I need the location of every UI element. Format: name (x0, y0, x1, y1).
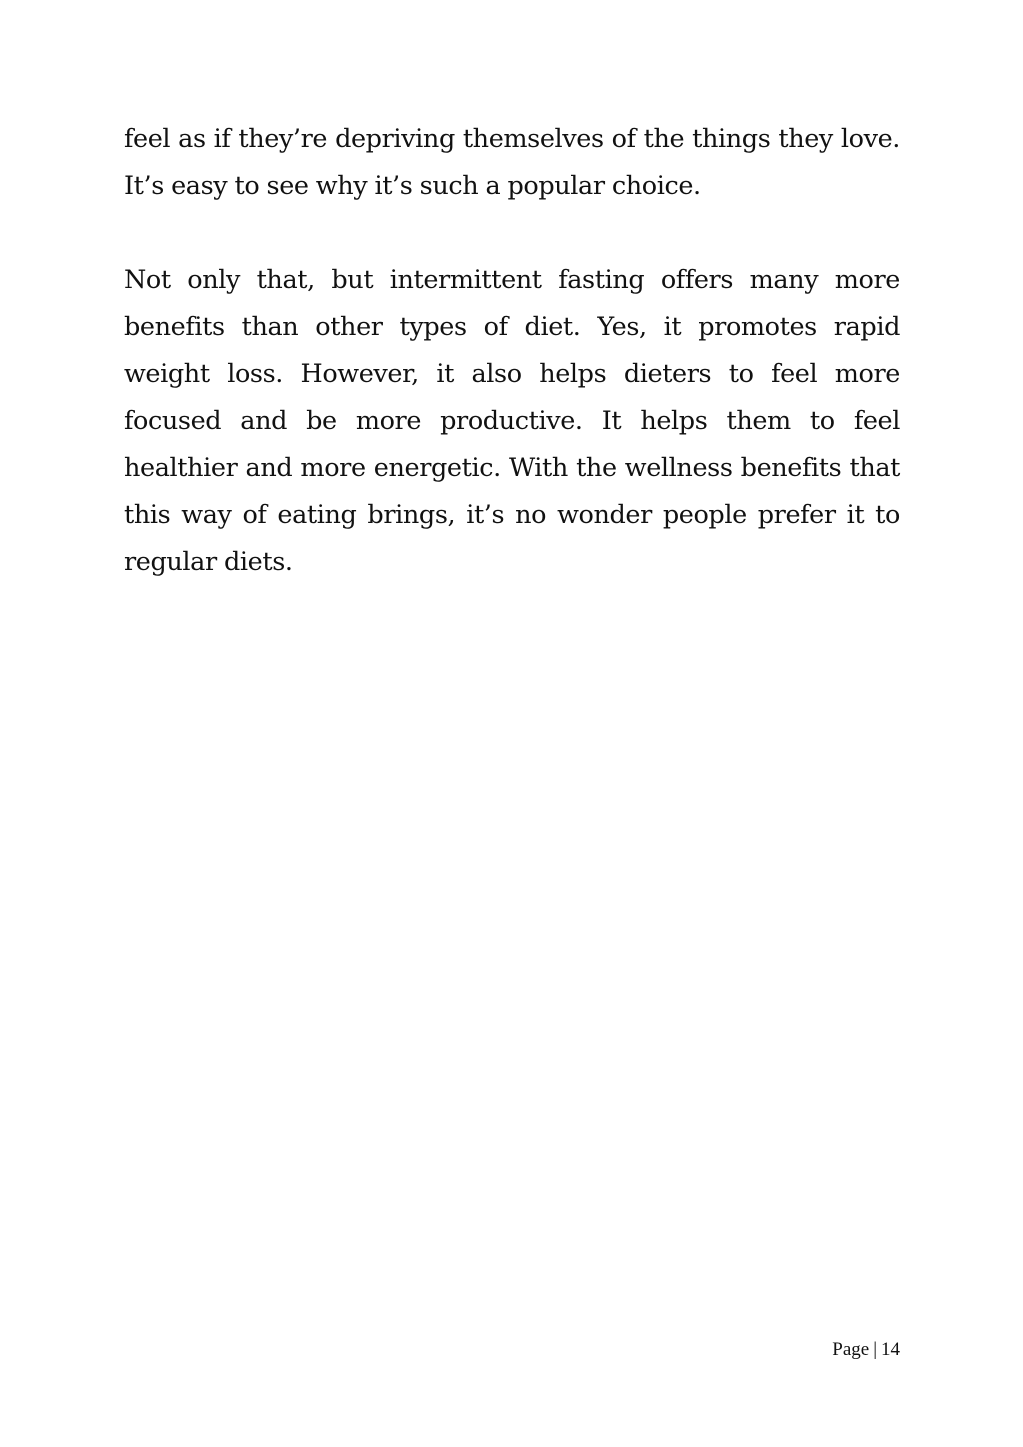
paragraph-2: Not only that, but intermittent fasting offers many more benefits than other types of diet. Yes, it promotes rapid weight loss. However, it also helps dieters to feel more focused and be more productive. It helps them to feel healthier and more energetic. With the wellness benefits that this way of eating brings, it’s no wonder people prefer it to regular diets. (124, 265, 900, 577)
page-separator: | (873, 1339, 877, 1360)
body-text (124, 116, 900, 633)
page-number: 14 (881, 1339, 900, 1360)
page-label: Page (832, 1339, 870, 1360)
paragraph-1: feel as if they’re depriving themselves of the things they love. It’s easy to see why it’s such a popular choice. (124, 124, 900, 201)
page-footer (832, 1339, 900, 1361)
